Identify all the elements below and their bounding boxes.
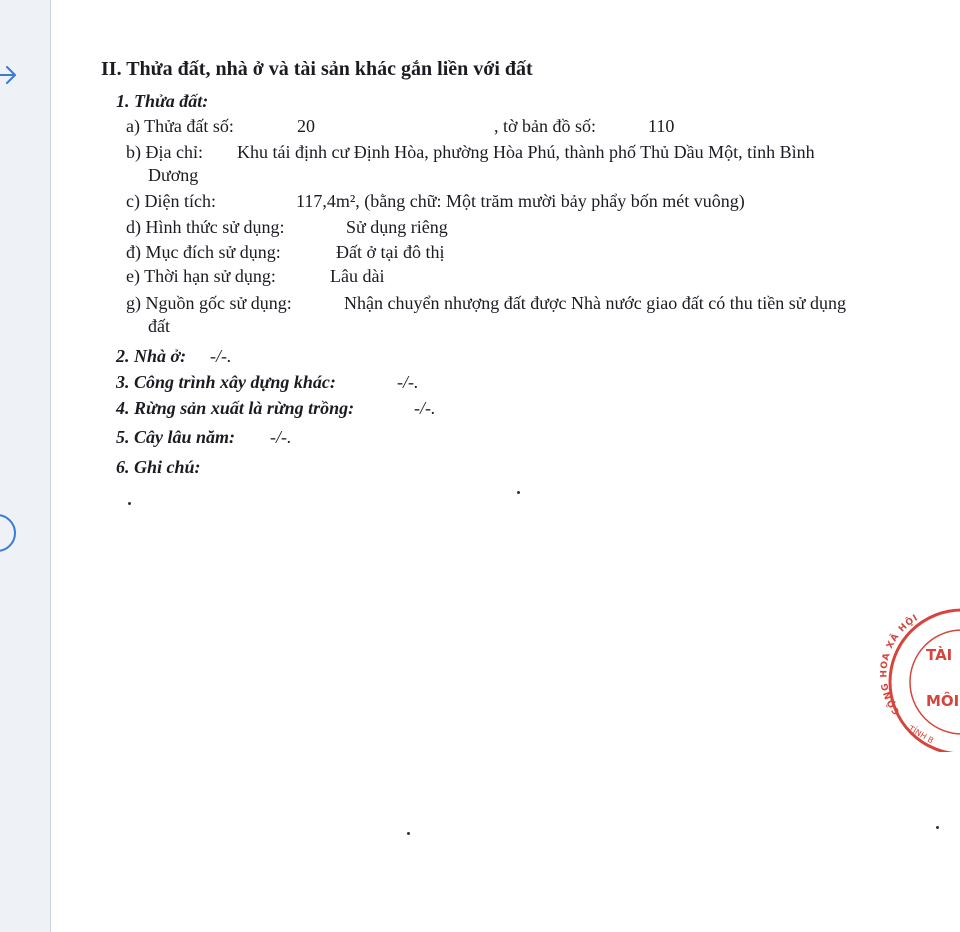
seal-line1: TÀI xyxy=(926,646,953,664)
scan-speck xyxy=(936,826,939,829)
scroll-indicator-circle[interactable] xyxy=(0,514,16,552)
section-title: II. Thửa đất, nhà ở và tài sản khác gắn liền với đất xyxy=(101,58,533,80)
address-label: b) Địa chỉ: xyxy=(126,142,203,162)
origin-value-line2: đất xyxy=(148,316,170,336)
seal-bottom-text: TỈNH B xyxy=(907,723,936,746)
map-sheet-label: , tờ bản đồ số: xyxy=(494,116,597,136)
parcel-number-label: a) Thửa đất số: xyxy=(126,116,234,136)
area-value: 117,4m², (bằng chữ: Một trăm mười bảy phẩy bốn mét vuông) xyxy=(296,191,745,211)
house-value: -/-. xyxy=(210,346,232,366)
address-value-line2: Dương xyxy=(148,165,199,185)
purpose-value: Đất ở tại đô thị xyxy=(336,242,445,262)
red-official-seal xyxy=(880,592,960,752)
forest-label: 4. Rừng sản xuất là rừng trồng: xyxy=(116,398,355,418)
perennial-value: -/-. xyxy=(270,427,292,447)
forward-arrow-icon[interactable] xyxy=(0,58,18,92)
seal-arc-text: CỘNG HÒA XÃ HỘI xyxy=(880,612,921,717)
purpose-label: đ) Mục đích sử dụng: xyxy=(126,242,281,262)
origin-value-line1: Nhận chuyển nhượng đất được Nhà nước giao đất có thu tiền sử dụng xyxy=(344,293,846,313)
notes-label: 6. Ghi chú: xyxy=(116,457,201,477)
forest-value: -/-. xyxy=(414,398,436,418)
house-label: 2. Nhà ở: xyxy=(116,346,187,366)
construction-value: -/-. xyxy=(397,372,419,392)
scan-speck xyxy=(517,491,520,494)
construction-label: 3. Công trình xây dựng khác: xyxy=(116,372,336,392)
address-value-line1: Khu tái định cư Định Hòa, phường Hòa Phú, thành phố Thủ Dầu Một, tỉnh Bình xyxy=(237,142,815,162)
left-navigation-rail xyxy=(0,0,51,932)
origin-label: g) Nguồn gốc sử dụng: xyxy=(126,293,292,313)
use-form-value: Sử dụng riêng xyxy=(346,217,448,237)
map-sheet-value: 110 xyxy=(648,116,675,136)
perennial-label: 5. Cây lâu năm: xyxy=(116,427,236,447)
land-heading: 1. Thửa đất: xyxy=(116,91,209,111)
term-label: e) Thời hạn sử dụng: xyxy=(126,266,276,286)
parcel-number-value: 20 xyxy=(297,116,315,136)
use-form-label: d) Hình thức sử dụng: xyxy=(126,217,285,237)
term-value: Lâu dài xyxy=(330,266,385,286)
scan-speck xyxy=(407,832,410,835)
scan-speck xyxy=(128,502,131,505)
seal-line2: MÔI xyxy=(926,692,960,710)
area-label: c) Diện tích: xyxy=(126,191,216,211)
